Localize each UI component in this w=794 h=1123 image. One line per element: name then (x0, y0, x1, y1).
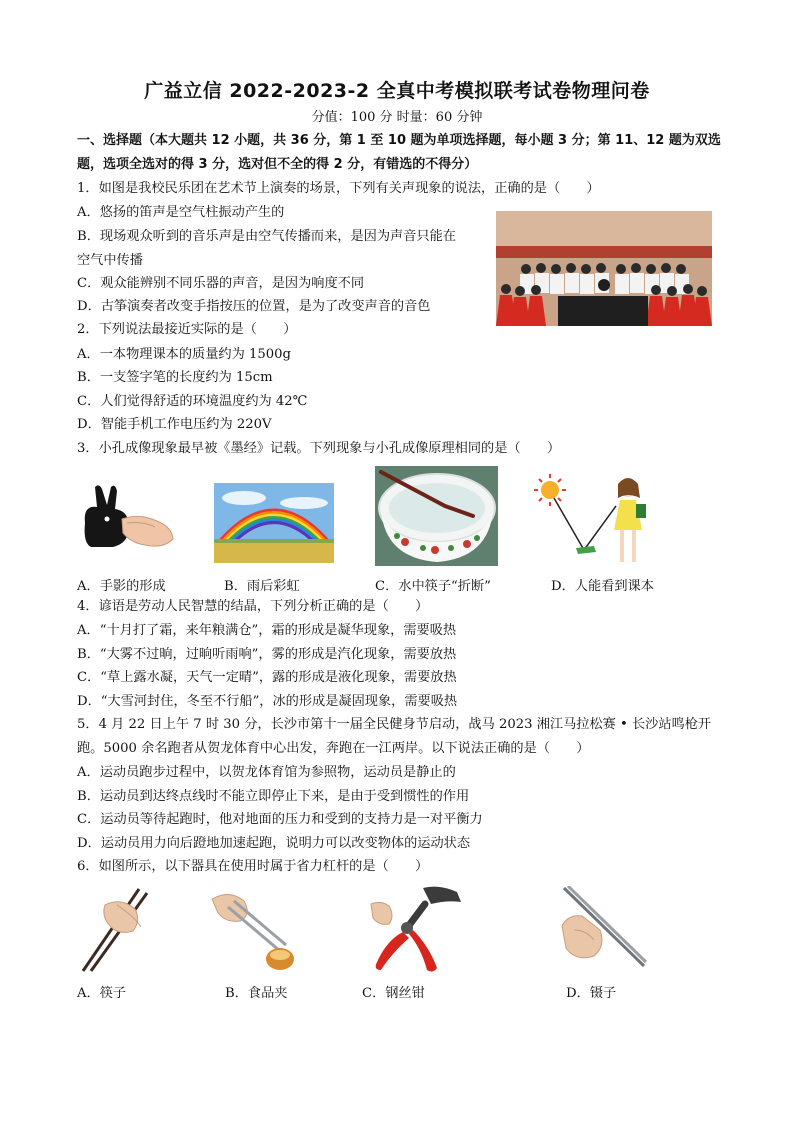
hand-shadow-image (77, 483, 174, 553)
q2-stem: 2．下列说法最接近实际的是（ ） (77, 322, 297, 337)
wire-pliers-image (367, 884, 465, 976)
q5-option-d: D．运动员用力向后蹬地加速起跑，说明力可以改变物体的运动状态 (77, 836, 471, 851)
q4-option-d: D．“大雪河封住，冬至不行船”，冰的形成是凝固现象，需要吸热 (77, 694, 458, 709)
section-heading-line2: 题，选项全选对的得 3 分，选对但不全的得 2 分，有错选的不得分） (77, 157, 478, 172)
section-heading-line1: 一、选择题（本大题共 12 小题，共 36 分，第 1 至 10 题为单项选择题，每小题 3 分；第 11、12 题为双选 (77, 133, 721, 148)
q3-option-b: B．雨后彩虹 (224, 579, 300, 594)
exam-subtitle: 分值：100 分 时量：60 分钟 (311, 110, 483, 125)
q5-option-b: B．运动员到达终点线时不能立即停止下来，是由于受到惯性的作用 (77, 789, 470, 804)
q3-option-d: D．人能看到课本 (551, 579, 654, 594)
q3-option-c: C．水中筷子“折断” (375, 579, 491, 594)
q1-option-b-line1: B．现场观众听到的音乐声是由空气传播而来，是因为声音只能在 (77, 229, 456, 244)
q3-stem: 3．小孔成像现象最早被《墨经》记载。下列现象与小孔成像原理相同的是（ ） (77, 441, 561, 456)
chopsticks-image (77, 887, 159, 973)
food-tongs-image (210, 889, 298, 973)
q6-option-d: D．镊子 (566, 986, 617, 1001)
q6-option-b: B．食品夹 (225, 986, 288, 1001)
q5-option-a: A．运动员跑步过程中，以贺龙体育馆为参照物，运动员是静止的 (77, 765, 456, 780)
q2-option-a: A．一本物理课本的质量约为 1500g (77, 347, 291, 362)
q1-stem: 1．如图是我校民乐团在艺术节上演奏的场景，下列有关声现象的说法，正确的是（ ） (77, 181, 600, 196)
q3-option-a: A．手影的形成 (77, 579, 166, 594)
q4-option-c: C．“草上露水凝，天气一定晴”，露的形成是液化现象，需要放热 (77, 670, 457, 685)
q6-option-c: C．钢丝钳 (362, 986, 425, 1001)
q4-stem: 4．谚语是劳动人民智慧的结晶，下列分析正确的是（ ） (77, 599, 429, 614)
rainbow-image (214, 483, 334, 563)
exam-title: 广益立信 2022-2023-2 全真中考模拟联考试卷物理问卷 (144, 80, 650, 102)
q2-option-b: B．一支签字笔的长度约为 15cm (77, 370, 273, 385)
q2-option-d: D．智能手机工作电压约为 220V (77, 417, 272, 432)
q1-option-d: D．古筝演奏者改变手指按压的位置，是为了改变声音的音色 (77, 299, 431, 314)
q4-option-a: A．“十月打了霜，来年粮满仓”，霜的形成是凝华现象，需要吸热 (77, 623, 457, 638)
q6-stem: 6．如图所示，以下器具在使用时属于省力杠杆的是（ ） (77, 859, 429, 874)
q4-option-b: B．“大雾不过晌，过晌听雨响”，雾的形成是汽化现象，需要放热 (77, 647, 457, 662)
tweezers-image (560, 886, 648, 972)
q1-option-c: C．观众能辨别不同乐器的声音，是因为响度不同 (77, 276, 365, 291)
orchestra-photo (496, 211, 712, 326)
q5-option-c: C．运动员等待起跑时，他对地面的压力和受到的支持力是一对平衡力 (77, 812, 483, 827)
q1-option-b-line2: 空气中传播 (77, 253, 143, 268)
q2-option-c: C．人们觉得舒适的环境温度约为 42℃ (77, 394, 308, 409)
bowl-chopstick-image (375, 466, 498, 566)
person-reading-book-image (532, 472, 656, 568)
q5-stem-line1: 5．4 月 22 日上午 7 时 30 分，长沙市第十一届全民健身节启动，战马 2023 湘江马拉松赛 • 长沙站鸣枪开 (77, 717, 712, 732)
q6-option-a: A．筷子 (77, 986, 127, 1001)
q1-option-a: A．悠扬的笛声是空气柱振动产生的 (77, 205, 285, 220)
q5-stem-line2: 跑。5000 余名跑者从贺龙体育中心出发，奔跑在一江两岸。以下说法正确的是（ ） (77, 741, 590, 756)
